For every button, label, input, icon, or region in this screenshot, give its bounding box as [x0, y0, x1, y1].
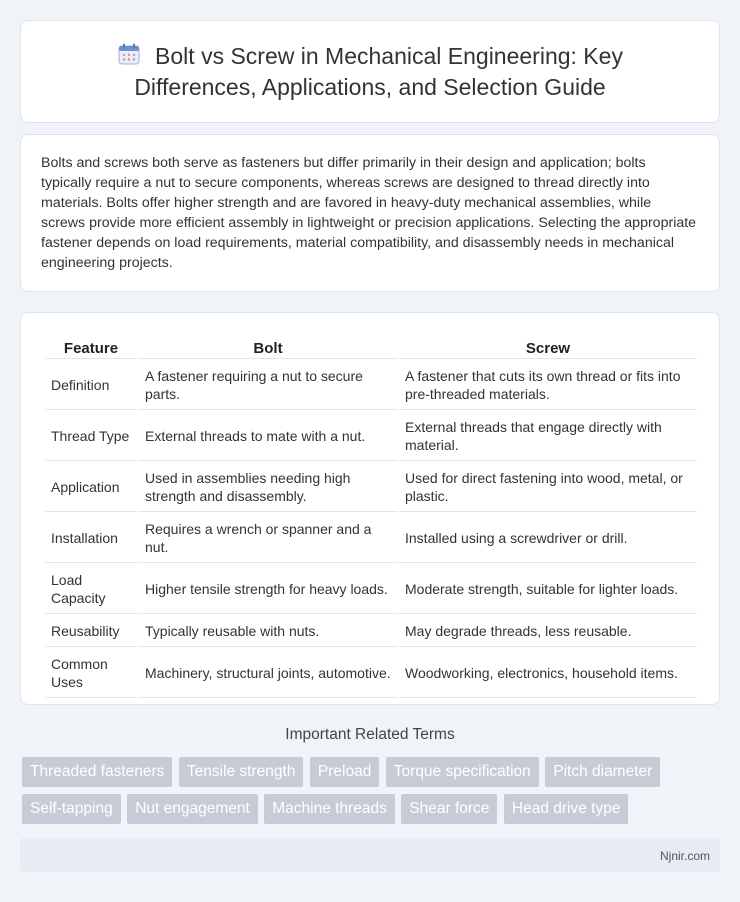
bolt-cell: Higher tensile strength for heavy loads. — [139, 565, 397, 614]
related-term-tag[interactable]: Self-tapping — [22, 794, 121, 824]
table-row — [45, 412, 697, 461]
related-term-tag[interactable]: Pitch diameter — [545, 757, 660, 787]
title-card — [20, 20, 720, 123]
table-row — [45, 463, 697, 512]
page-title — [60, 42, 680, 102]
feature-cell: Reusability — [45, 616, 137, 647]
page-title-text: Bolt vs Screw in Mechanical Engineering: Key Differences, Applications, and Selection Guide — [134, 42, 623, 100]
bolt-cell: Typically reusable with nuts. — [139, 616, 397, 647]
related-term-tag[interactable]: Tensile strength — [179, 757, 304, 787]
screw-cell: A fastener that cuts its own thread or fits into pre-threaded materials. — [399, 361, 697, 410]
comparison-table — [43, 333, 699, 700]
feature-cell: Common Uses — [45, 649, 137, 698]
related-term-tag[interactable]: Threaded fasteners — [22, 757, 172, 787]
bolt-cell: Used in assemblies needing high strength and disassembly. — [139, 463, 397, 512]
related-terms-heading: Important Related Terms — [285, 726, 455, 743]
bolt-cell: Machinery, structural joints, automotive. — [139, 649, 397, 698]
feature-cell: Definition — [45, 361, 137, 410]
table-row — [45, 616, 697, 647]
related-term-tag[interactable]: Nut engagement — [127, 794, 258, 824]
feature-cell: Load Capacity — [45, 565, 137, 614]
related-term-tag[interactable]: Head drive type — [504, 794, 629, 824]
header-screw: Screw — [399, 335, 697, 359]
feature-cell: Installation — [45, 514, 137, 563]
related-term-tag[interactable]: Shear force — [401, 794, 497, 824]
bolt-cell: External threads to mate with a nut. — [139, 412, 397, 461]
related-term-tag[interactable]: Machine threads — [264, 794, 395, 824]
screw-cell: Woodworking, electronics, household items. — [399, 649, 697, 698]
related-term-tag[interactable]: Preload — [310, 757, 379, 787]
related-terms-list — [22, 757, 722, 831]
related-term-tag[interactable]: Torque specification — [386, 757, 539, 787]
screw-cell: May degrade threads, less reusable. — [399, 616, 697, 647]
feature-cell: Application — [45, 463, 137, 512]
table-header-row — [45, 335, 697, 359]
screw-cell: Used for direct fastening into wood, metal, or plastic. — [399, 463, 697, 512]
screw-cell: Installed using a screwdriver or drill. — [399, 514, 697, 563]
header-bolt: Bolt — [139, 335, 397, 359]
feature-cell: Thread Type — [45, 412, 137, 461]
header-feature: Feature — [45, 335, 137, 359]
footer-site-link[interactable]: Njnir.com — [659, 849, 710, 863]
intro-text: Bolts and screws both serve as fasteners but differ primarily in their design and application; bolts typically require a nut to secure components, whereas screws are designed to thread directly into materials. Bolts offer higher strength and are favored in heavy-duty mechanical assemblies, while screws provide more efficient assembly in lightweight or precision applications. Selecting the appropriate fastener depends on load requirements, material compatibility, and disassembly needs in mechanical engineering projects. — [41, 155, 697, 271]
bolt-cell: A fastener requiring a nut to secure parts. — [139, 361, 397, 410]
table-row — [45, 649, 697, 698]
comparison-table-card — [20, 312, 720, 705]
screw-cell: Moderate strength, suitable for lighter loads. — [399, 565, 697, 614]
screw-cell: External threads that engage directly with material. — [399, 412, 697, 461]
intro-card — [20, 134, 720, 292]
table-row — [45, 514, 697, 563]
table-row — [45, 565, 697, 614]
bolt-cell: Requires a wrench or spanner and a nut. — [139, 514, 397, 563]
footer — [20, 838, 720, 872]
calendar-icon — [117, 42, 141, 73]
table-row — [45, 361, 697, 410]
